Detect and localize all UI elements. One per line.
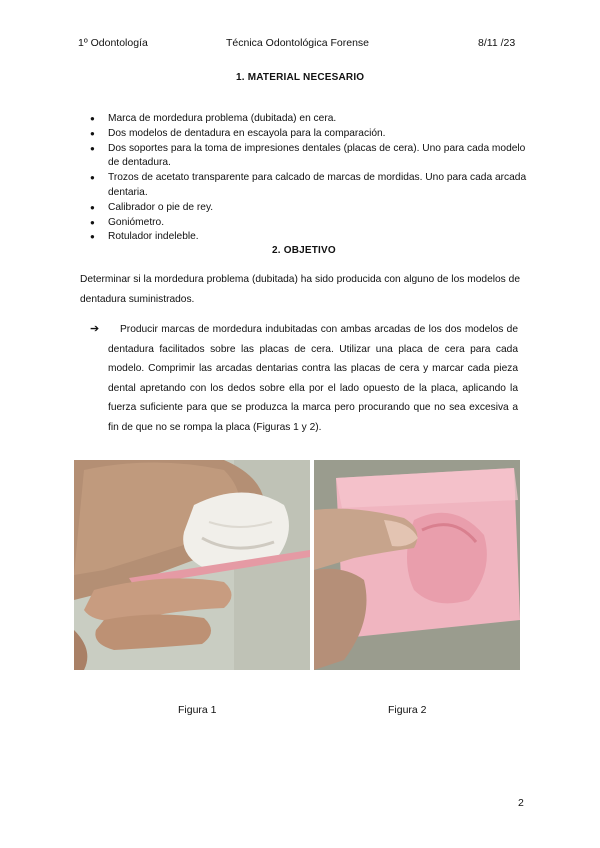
- materials-list: [90, 112, 535, 245]
- list-item: ● Marca de mordedura problema (dubitada) en cera.: [90, 112, 535, 127]
- step-paragraph: Producir marcas de mordedura indubitadas con ambas arcadas de los dos modelos de dentadura facilitados sobre las placas de cera. Utilizar una placa de cera para cada modelo. Comprimir las arcadas dentarias contra las placas de cera y marcar cada pieza dental apretando con los dedos sobre ella por el lado opuesto de la placa, aplicando la fuerza suficiente para que se produzca la marca pero procurando que no sea excesiva a fin de que no se rompa la placa (Figuras 1 y 2).: [108, 324, 518, 433]
- list-item: ● Rotulador indeleble.: [90, 230, 535, 245]
- list-item: ● Dos modelos de dentadura en escayola para la comparación.: [90, 127, 535, 142]
- figure-2-caption: Figura 2: [388, 704, 427, 716]
- list-item: ● Trozos de acetato transparente para calcado de marcas de mordidas. Uno para cada arcada dentaria.: [90, 171, 535, 201]
- list-item: ● Goniómetro.: [90, 216, 535, 231]
- figure-1-caption: Figura 1: [178, 704, 217, 716]
- figure-1-photo: [74, 460, 310, 670]
- list-item: ● Calibrador o pie de rey.: [90, 201, 535, 216]
- list-item: ● Dos soportes para la toma de impresiones dentales (placas de cera). Uno para cada modelo de dentadura.: [90, 142, 535, 172]
- header-course: 1º Odontología: [78, 37, 148, 49]
- page-number: 2: [518, 797, 524, 809]
- objective-paragraph: Determinar si la mordedura problema (dubitada) ha sido producida con alguno de los modelos de dentadura suministrados.: [80, 274, 520, 305]
- section-title-material: 1. MATERIAL NECESARIO: [236, 72, 365, 83]
- figure-1-illustration: [74, 460, 310, 670]
- section-title-objetivo: 2. OBJETIVO: [272, 245, 336, 256]
- header-subject: Técnica Odontológica Forense: [226, 37, 369, 49]
- header-date: 8/11 /23: [478, 37, 516, 49]
- figure-2-photo: [314, 460, 520, 670]
- figure-2-illustration: [314, 460, 520, 670]
- arrow-bullet-icon: ➔: [90, 323, 100, 335]
